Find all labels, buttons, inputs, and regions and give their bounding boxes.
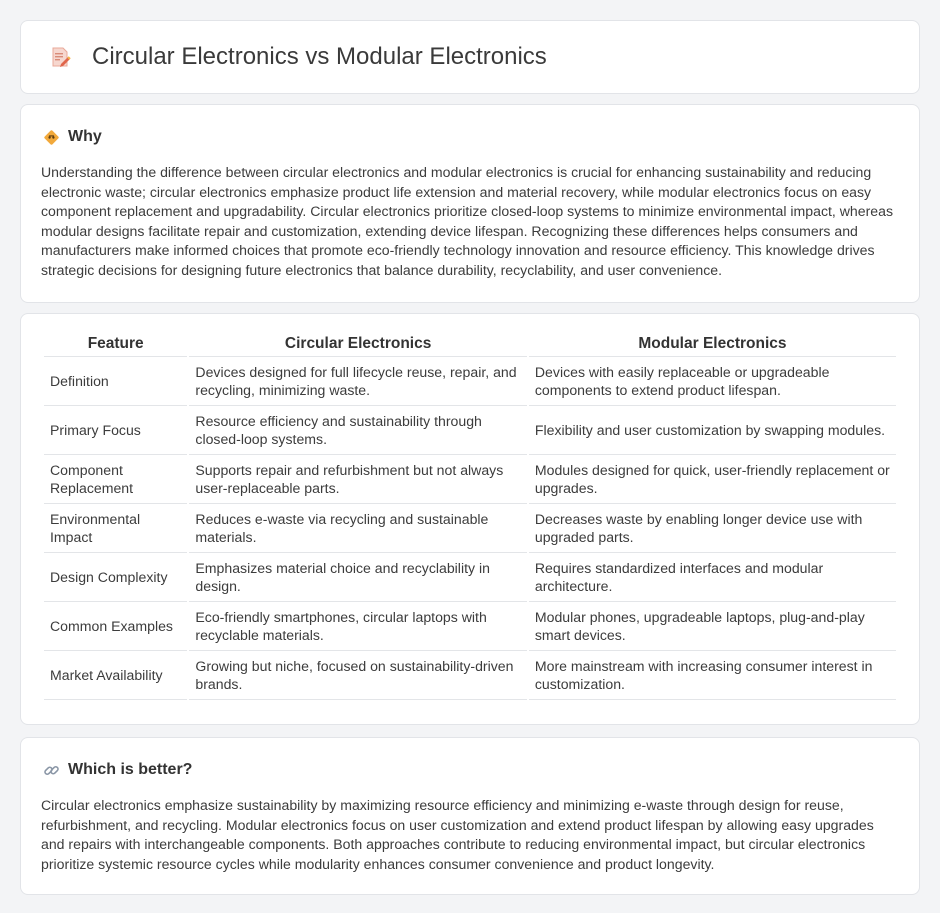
circular-cell: Eco-friendly smartphones, circular laptops with recyclable materials. — [189, 602, 526, 651]
modular-cell: More mainstream with increasing consumer interest in customization. — [529, 651, 896, 700]
circular-cell: Reduces e-waste via recycling and sustainable materials. — [189, 504, 526, 553]
feature-cell: Common Examples — [44, 602, 187, 651]
which-is-better-section — [20, 737, 920, 895]
why-heading — [43, 127, 899, 147]
table-row — [44, 357, 896, 406]
circular-cell: Emphasizes material choice and recyclability in design. — [189, 553, 526, 602]
column-header-modular: Modular Electronics — [529, 334, 896, 357]
title-card — [20, 20, 920, 94]
better-heading-text: Which is better? — [68, 761, 193, 778]
feature-cell: Market Availability — [44, 651, 187, 700]
column-header-feature: Feature — [44, 334, 187, 357]
feature-cell: Design Complexity — [44, 553, 187, 602]
better-heading — [43, 760, 899, 780]
table-row — [44, 504, 896, 553]
table-row — [44, 602, 896, 651]
link-icon — [43, 762, 60, 779]
circular-cell: Supports repair and refurbishment but not always user-replaceable parts. — [189, 455, 526, 504]
comparison-table — [42, 334, 898, 700]
feature-cell: Definition — [44, 357, 187, 406]
modular-cell: Requires standardized interfaces and modular architecture. — [529, 553, 896, 602]
modular-cell: Modular phones, upgradeable laptops, plug-and-play smart devices. — [529, 602, 896, 651]
comparison-card — [20, 313, 920, 725]
circular-cell: Growing but niche, focused on sustainability-driven brands. — [189, 651, 526, 700]
better-body: Circular electronics emphasize sustainability by maximizing resource efficiency and minimizing e-waste through design for reuse, refurbishment, and recycling. Modular electronics focus on user customization and extend product lifespan by allowing easy upgrades and repairs with interchangeable components. Both approaches contribute to reducing environmental impact, but circular electronics prioritize systemic resource cycles while modularity enhances consumer convenience and product longevity. — [41, 797, 874, 872]
diamond-sign-icon — [43, 129, 60, 146]
why-body: Understanding the difference between circular electronics and modular electronics is crucial for enhancing sustainability and reducing electronic waste; circular electronics emphasize product life extension and material recovery, while modular electronics focus on easy component replacement and upgradability. Circular electronics prioritize closed-loop systems to minimize environmental impact, whereas modular designs facilitate repair and customization, extending device lifespan. Recognizing these differences helps consumers and manufacturers make informed choices that promote eco-friendly technology innovation and resource efficiency. This knowledge drives strategic decisions for designing future electronics that balance durability, recyclability, and user convenience. — [41, 164, 894, 278]
page-title: Circular Electronics vs Modular Electronics — [92, 43, 547, 70]
feature-cell: Primary Focus — [44, 406, 187, 455]
circular-cell: Resource efficiency and sustainability through closed-loop systems. — [189, 406, 526, 455]
document-pen-icon — [48, 45, 72, 69]
table-row — [44, 651, 896, 700]
circular-cell: Devices designed for full lifecycle reuse, repair, and recycling, minimizing waste. — [189, 357, 526, 406]
why-heading-text: Why — [68, 128, 102, 145]
column-header-circular: Circular Electronics — [189, 334, 526, 357]
why-section — [20, 104, 920, 303]
table-row — [44, 406, 896, 455]
table-row — [44, 455, 896, 504]
table-row — [44, 553, 896, 602]
feature-cell: Component Replacement — [44, 455, 187, 504]
modular-cell: Decreases waste by enabling longer device use with upgraded parts. — [529, 504, 896, 553]
modular-cell: Flexibility and user customization by swapping modules. — [529, 406, 896, 455]
modular-cell: Devices with easily replaceable or upgradeable components to extend product lifespan. — [529, 357, 896, 406]
table-header-row — [44, 334, 896, 357]
feature-cell: Environmental Impact — [44, 504, 187, 553]
modular-cell: Modules designed for quick, user-friendly replacement or upgrades. — [529, 455, 896, 504]
